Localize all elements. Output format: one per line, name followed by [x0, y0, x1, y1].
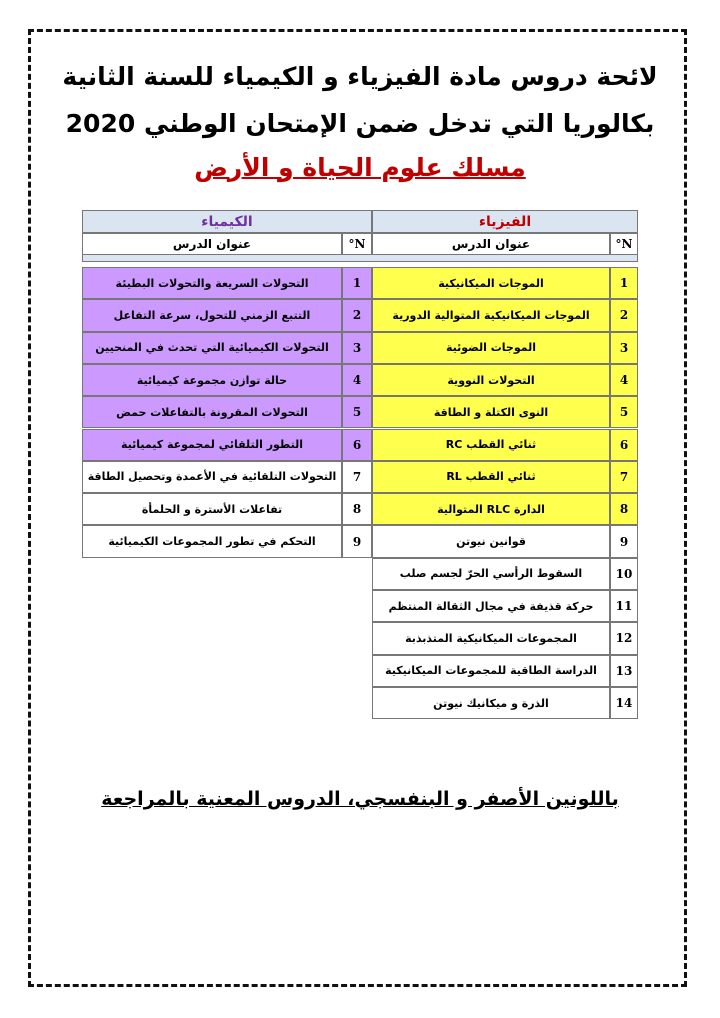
physics-row-title: الموجات الضوئية: [372, 332, 610, 364]
physics-row-num: 7: [610, 461, 638, 493]
physics-row-title: حركة قذيفة في مجال الثقالة المنتظم: [372, 590, 610, 622]
chemistry-row-num: 6: [342, 429, 372, 461]
title-line-1: لائحة دروس مادة الفيزياء و الكيمياء للسنة الثانية: [62, 62, 658, 91]
physics-row-title: الذرة و ميكانيك نيوتن: [372, 687, 610, 719]
chemistry-header: الكيمياء: [82, 210, 372, 233]
chemistry-col-title: عنوان الدرس: [82, 233, 342, 255]
chemistry-row-num: 5: [342, 396, 372, 428]
physics-row-title: الموجات الميكانيكية: [372, 267, 610, 299]
chemistry-row-title: تفاعلات الأسترة و الحلمأة: [82, 493, 342, 525]
physics-row-num: 3: [610, 332, 638, 364]
physics-row-title: النوى الكتلة و الطاقة: [372, 396, 610, 428]
chemistry-row-title: التطور التلقائي لمجموعة كيميائية: [82, 429, 342, 461]
physics-col-title: عنوان الدرس: [372, 233, 610, 255]
chemistry-row-title: التحكم في تطور المجموعات الكيميائية: [82, 525, 342, 557]
chemistry-row-num: 8: [342, 493, 372, 525]
chemistry-row-title: التحولات المقرونة بالتفاعلات حمض: [82, 396, 342, 428]
physics-row-num: 4: [610, 364, 638, 396]
physics-col-num: N°: [610, 233, 638, 255]
physics-header: الفيزياء: [372, 210, 638, 233]
chemistry-row-num: 2: [342, 299, 372, 331]
chemistry-row-title: التتبع الزمني للتحول، سرعة التفاعل: [82, 299, 342, 331]
physics-row-num: 6: [610, 429, 638, 461]
physics-row-title: المجموعات الميكانيكية المتذبذبة: [372, 622, 610, 654]
physics-row-title: ثنائي القطب RC: [372, 429, 610, 461]
chemistry-row-title: التحولات الكيميائية التي تحدث في المنحيين: [82, 332, 342, 364]
chemistry-row-title: حالة توازن مجموعة كيميائية: [82, 364, 342, 396]
physics-row-title: الموجات الميكانيكية المتوالية الدورية: [372, 299, 610, 331]
physics-row-num: 2: [610, 299, 638, 331]
physics-row-title: قوانين نيوتن: [372, 525, 610, 557]
physics-row-num: 8: [610, 493, 638, 525]
chemistry-col-num: N°: [342, 233, 372, 255]
chemistry-row-num: 4: [342, 364, 372, 396]
title-line-2: بكالوريا التي تدخل ضمن الإمتحان الوطني 2020: [65, 109, 655, 138]
chemistry-row-title: التحولات التلقائية في الأعمدة وتحصيل الطاقة: [82, 461, 342, 493]
physics-row-title: الدراسة الطاقية للمجموعات الميكانيكية: [372, 655, 610, 687]
physics-row-num: 5: [610, 396, 638, 428]
chemistry-row-num: 9: [342, 525, 372, 557]
physics-row-num: 10: [610, 558, 638, 590]
physics-row-num: 14: [610, 687, 638, 719]
physics-row-title: ثنائي القطب RL: [372, 461, 610, 493]
physics-row-num: 1: [610, 267, 638, 299]
chemistry-row-title: التحولات السريعة والتحولات البطيئة: [82, 267, 342, 299]
physics-row-num: 12: [610, 622, 638, 654]
chemistry-row-num: 7: [342, 461, 372, 493]
footer-note: [40, 788, 680, 810]
footer-note-text: باللونين الأصفر و البنفسجي، الدروس المعنية بالمراجعة: [101, 788, 619, 810]
stream-subtitle-text: مسلك علوم الحياة و الأرض: [194, 153, 526, 182]
chemistry-row-num: 1: [342, 267, 372, 299]
chemistry-row-num: 3: [342, 332, 372, 364]
stream-subtitle: [40, 153, 680, 182]
physics-row-num: 11: [610, 590, 638, 622]
physics-row-title: الدارة RLC المتوالية: [372, 493, 610, 525]
physics-row-title: التحولات النووية: [372, 364, 610, 396]
physics-row-title: السقوط الرأسي الحرّ لجسم صلب: [372, 558, 610, 590]
physics-row-num: 9: [610, 525, 638, 557]
physics-row-num: 13: [610, 655, 638, 687]
